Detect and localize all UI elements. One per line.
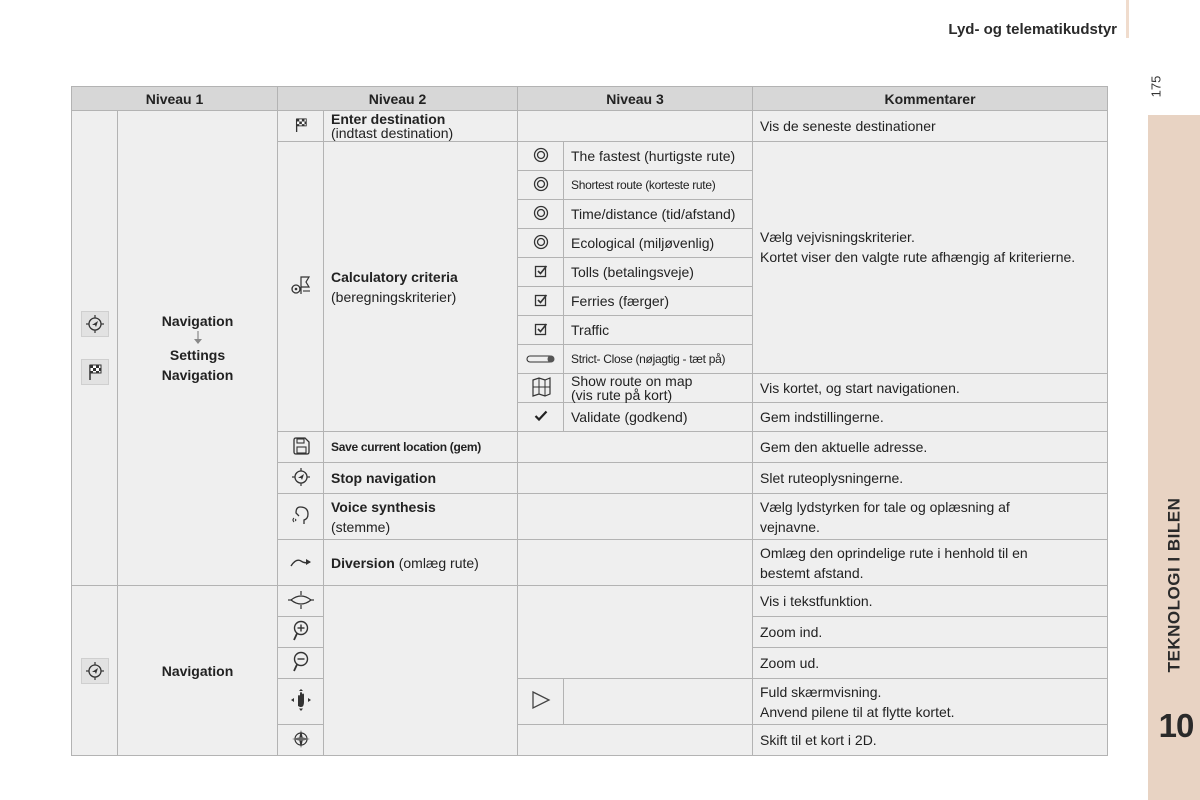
empty-cell	[518, 432, 753, 463]
option-icon-cell	[518, 229, 564, 258]
table-row	[72, 586, 1108, 617]
diversion-comment-line2: bestemt afstand.	[760, 564, 864, 581]
enter-destination-icon-cell	[278, 111, 324, 142]
navigation-target-icon	[291, 467, 311, 487]
text-mode-icon	[288, 591, 314, 609]
page-number	[1145, 68, 1167, 104]
zoom-out-comment: Zoom ud.	[753, 648, 1108, 679]
empty-cell	[518, 111, 753, 142]
pan-comment	[753, 679, 1108, 725]
voice-synthesis-cell	[324, 494, 518, 540]
map-route-icon	[530, 377, 552, 397]
show-route-comment: Vis kortet, og start navigationen.	[753, 374, 1108, 403]
navigation-menu-table	[71, 86, 1108, 756]
calc-comment-line1: Vælg vejvisningskriterier.	[760, 229, 915, 245]
chapter-number: 10	[1158, 707, 1194, 744]
diversion-icon	[290, 556, 312, 568]
navigation-label: Navigation	[161, 313, 234, 329]
header-divider	[1126, 0, 1129, 38]
empty-cell	[324, 586, 518, 756]
show-route-cell	[564, 374, 753, 403]
option-icon-cell	[518, 142, 564, 171]
stop-navigation-icon-cell	[278, 463, 324, 494]
group2-icon-cell	[278, 648, 324, 679]
stop-navigation-comment: Slet ruteoplysningerne.	[753, 463, 1108, 494]
voice-icon	[290, 504, 312, 526]
checkbox-checked-icon	[534, 293, 548, 307]
diversion-icon-cell	[278, 540, 324, 586]
pan-hand-icon	[289, 689, 313, 711]
chapter-title-label: TEKNOLOGI I BILEN	[1164, 497, 1184, 673]
voice-synthesis-comment	[753, 494, 1108, 540]
option-traffic: Traffic	[564, 316, 753, 345]
stop-navigation-title: Stop navigation	[324, 463, 518, 494]
option-icon-cell	[518, 287, 564, 316]
group2-icon-cell	[278, 617, 324, 648]
header-level1: Niveau 1	[72, 87, 278, 111]
voice-comment-line2: vejnavne.	[760, 518, 820, 535]
calc-criteria-sub: (beregningskriterier)	[331, 288, 457, 305]
navigation-target-icon	[81, 311, 109, 337]
show-route-line1: Show route on map	[571, 373, 693, 389]
validate-icon-cell	[518, 403, 564, 432]
criteria-settings-icon	[290, 275, 312, 295]
checkbox-checked-icon	[534, 322, 548, 336]
section-title: Lyd- og telematikudstyr	[948, 21, 1117, 38]
show-route-icon-cell	[518, 374, 564, 403]
group2-icon-cell	[278, 679, 324, 725]
save-location-icon-cell	[278, 432, 324, 463]
empty-cell	[518, 494, 753, 540]
radio-selected-icon	[533, 205, 549, 221]
radio-selected-icon	[533, 176, 549, 192]
show-route-line2: (vis rute på kort)	[571, 387, 673, 403]
option-tolls: Tolls (betalingsveje)	[564, 258, 753, 287]
diversion-title: Diversion	[331, 554, 395, 571]
slider-icon	[526, 354, 556, 364]
empty-cell	[518, 586, 753, 679]
diversion-comment	[753, 540, 1108, 586]
empty-cell	[518, 540, 753, 586]
enter-destination-title: Enter destination	[331, 111, 446, 127]
checkmark-icon	[534, 410, 548, 422]
table-header-row	[72, 87, 1108, 111]
level1-icons-cell	[72, 111, 118, 586]
navigation-target-icon	[81, 658, 109, 684]
calc-criteria-icon-cell	[278, 142, 324, 432]
group2-level1-icon-cell	[72, 586, 118, 756]
option-ecological: Ecological (miljøvenlig)	[564, 229, 753, 258]
enter-destination-comment: Vis de seneste destinationer	[753, 111, 1108, 142]
diversion-cell	[324, 540, 518, 586]
voice-comment-line1: Vælg lydstyrken for tale og oplæsning af	[760, 498, 1010, 515]
diversion-sub: (omlæg rute)	[394, 554, 479, 571]
option-icon-cell	[518, 200, 564, 229]
calc-criteria-cell	[324, 142, 518, 432]
empty-cell	[518, 463, 753, 494]
checkered-flag-icon	[81, 359, 109, 385]
enter-destination-sub: (indtast destination)	[331, 125, 454, 141]
calc-criteria-title: Calculatory criteria	[331, 268, 458, 285]
option-strict-close: Strict- Close (nøjagtig - tæt på)	[564, 345, 753, 374]
chapter-title	[1148, 450, 1200, 720]
diversion-comment-line1: Omlæg den oprindelige rute i henhold til en	[760, 544, 1028, 561]
checkbox-checked-icon	[534, 264, 548, 278]
validate-comment: Gem indstillingerne.	[753, 403, 1108, 432]
zoom-in-icon	[292, 620, 310, 642]
voice-synthesis-icon-cell	[278, 494, 324, 540]
option-icon-cell	[518, 171, 564, 200]
radio-selected-icon	[533, 147, 549, 163]
checkered-flag-icon	[294, 117, 308, 133]
option-icon-cell	[518, 258, 564, 287]
header-level2: Niveau 2	[278, 87, 518, 111]
save-location-title: Save current location (gem)	[324, 432, 518, 463]
text-mode-comment: Vis i tekstfunktion.	[753, 586, 1108, 617]
settings-navigation-label: Navigation	[161, 367, 234, 383]
save-location-comment: Gem den aktuelle adresse.	[753, 432, 1108, 463]
validate-label: Validate (godkend)	[564, 403, 753, 432]
option-icon-cell	[518, 345, 564, 374]
calc-criteria-comment	[753, 142, 1108, 374]
zoom-in-comment: Zoom ind.	[753, 617, 1108, 648]
calc-comment-line2: Kortet viser den valgte rute afhængig af kriterierne.	[760, 249, 1076, 265]
voice-synthesis-sub: (stemme)	[331, 518, 391, 535]
map-2d-comment: Skift til et kort i 2D.	[753, 725, 1108, 756]
empty-cell	[518, 725, 753, 756]
arrow-down-icon	[193, 331, 203, 345]
save-disk-icon	[292, 437, 310, 455]
empty-cell	[564, 679, 753, 725]
zoom-out-icon	[292, 651, 310, 673]
option-ferries: Ferries (færger)	[564, 287, 753, 316]
play-icon-cell	[518, 679, 564, 725]
group2-icon-cell	[278, 586, 324, 617]
map-2d-icon	[290, 728, 312, 750]
header-level3: Niveau 3	[518, 87, 753, 111]
settings-label: Settings	[169, 347, 226, 363]
table-row	[72, 111, 1108, 142]
option-shortest: Shortest route (korteste rute)	[564, 171, 753, 200]
group2-navigation-label: Navigation	[118, 586, 278, 756]
voice-synthesis-title: Voice synthesis	[331, 498, 436, 515]
radio-selected-icon	[533, 234, 549, 250]
pan-comment-line1: Fuld skærmvisning.	[760, 683, 882, 700]
group2-icon-cell	[278, 725, 324, 756]
option-time-distance: Time/distance (tid/afstand)	[564, 200, 753, 229]
page-number-label: 175	[1148, 75, 1164, 97]
level1-label-cell	[118, 111, 278, 586]
option-icon-cell	[518, 316, 564, 345]
pan-comment-line2: Anvend pilene til at flytte kortet.	[760, 703, 955, 720]
play-triangle-icon	[530, 690, 552, 710]
option-fastest: The fastest (hurtigste rute)	[564, 142, 753, 171]
header-comments: Kommentarer	[753, 87, 1108, 111]
enter-destination-cell	[324, 111, 518, 142]
